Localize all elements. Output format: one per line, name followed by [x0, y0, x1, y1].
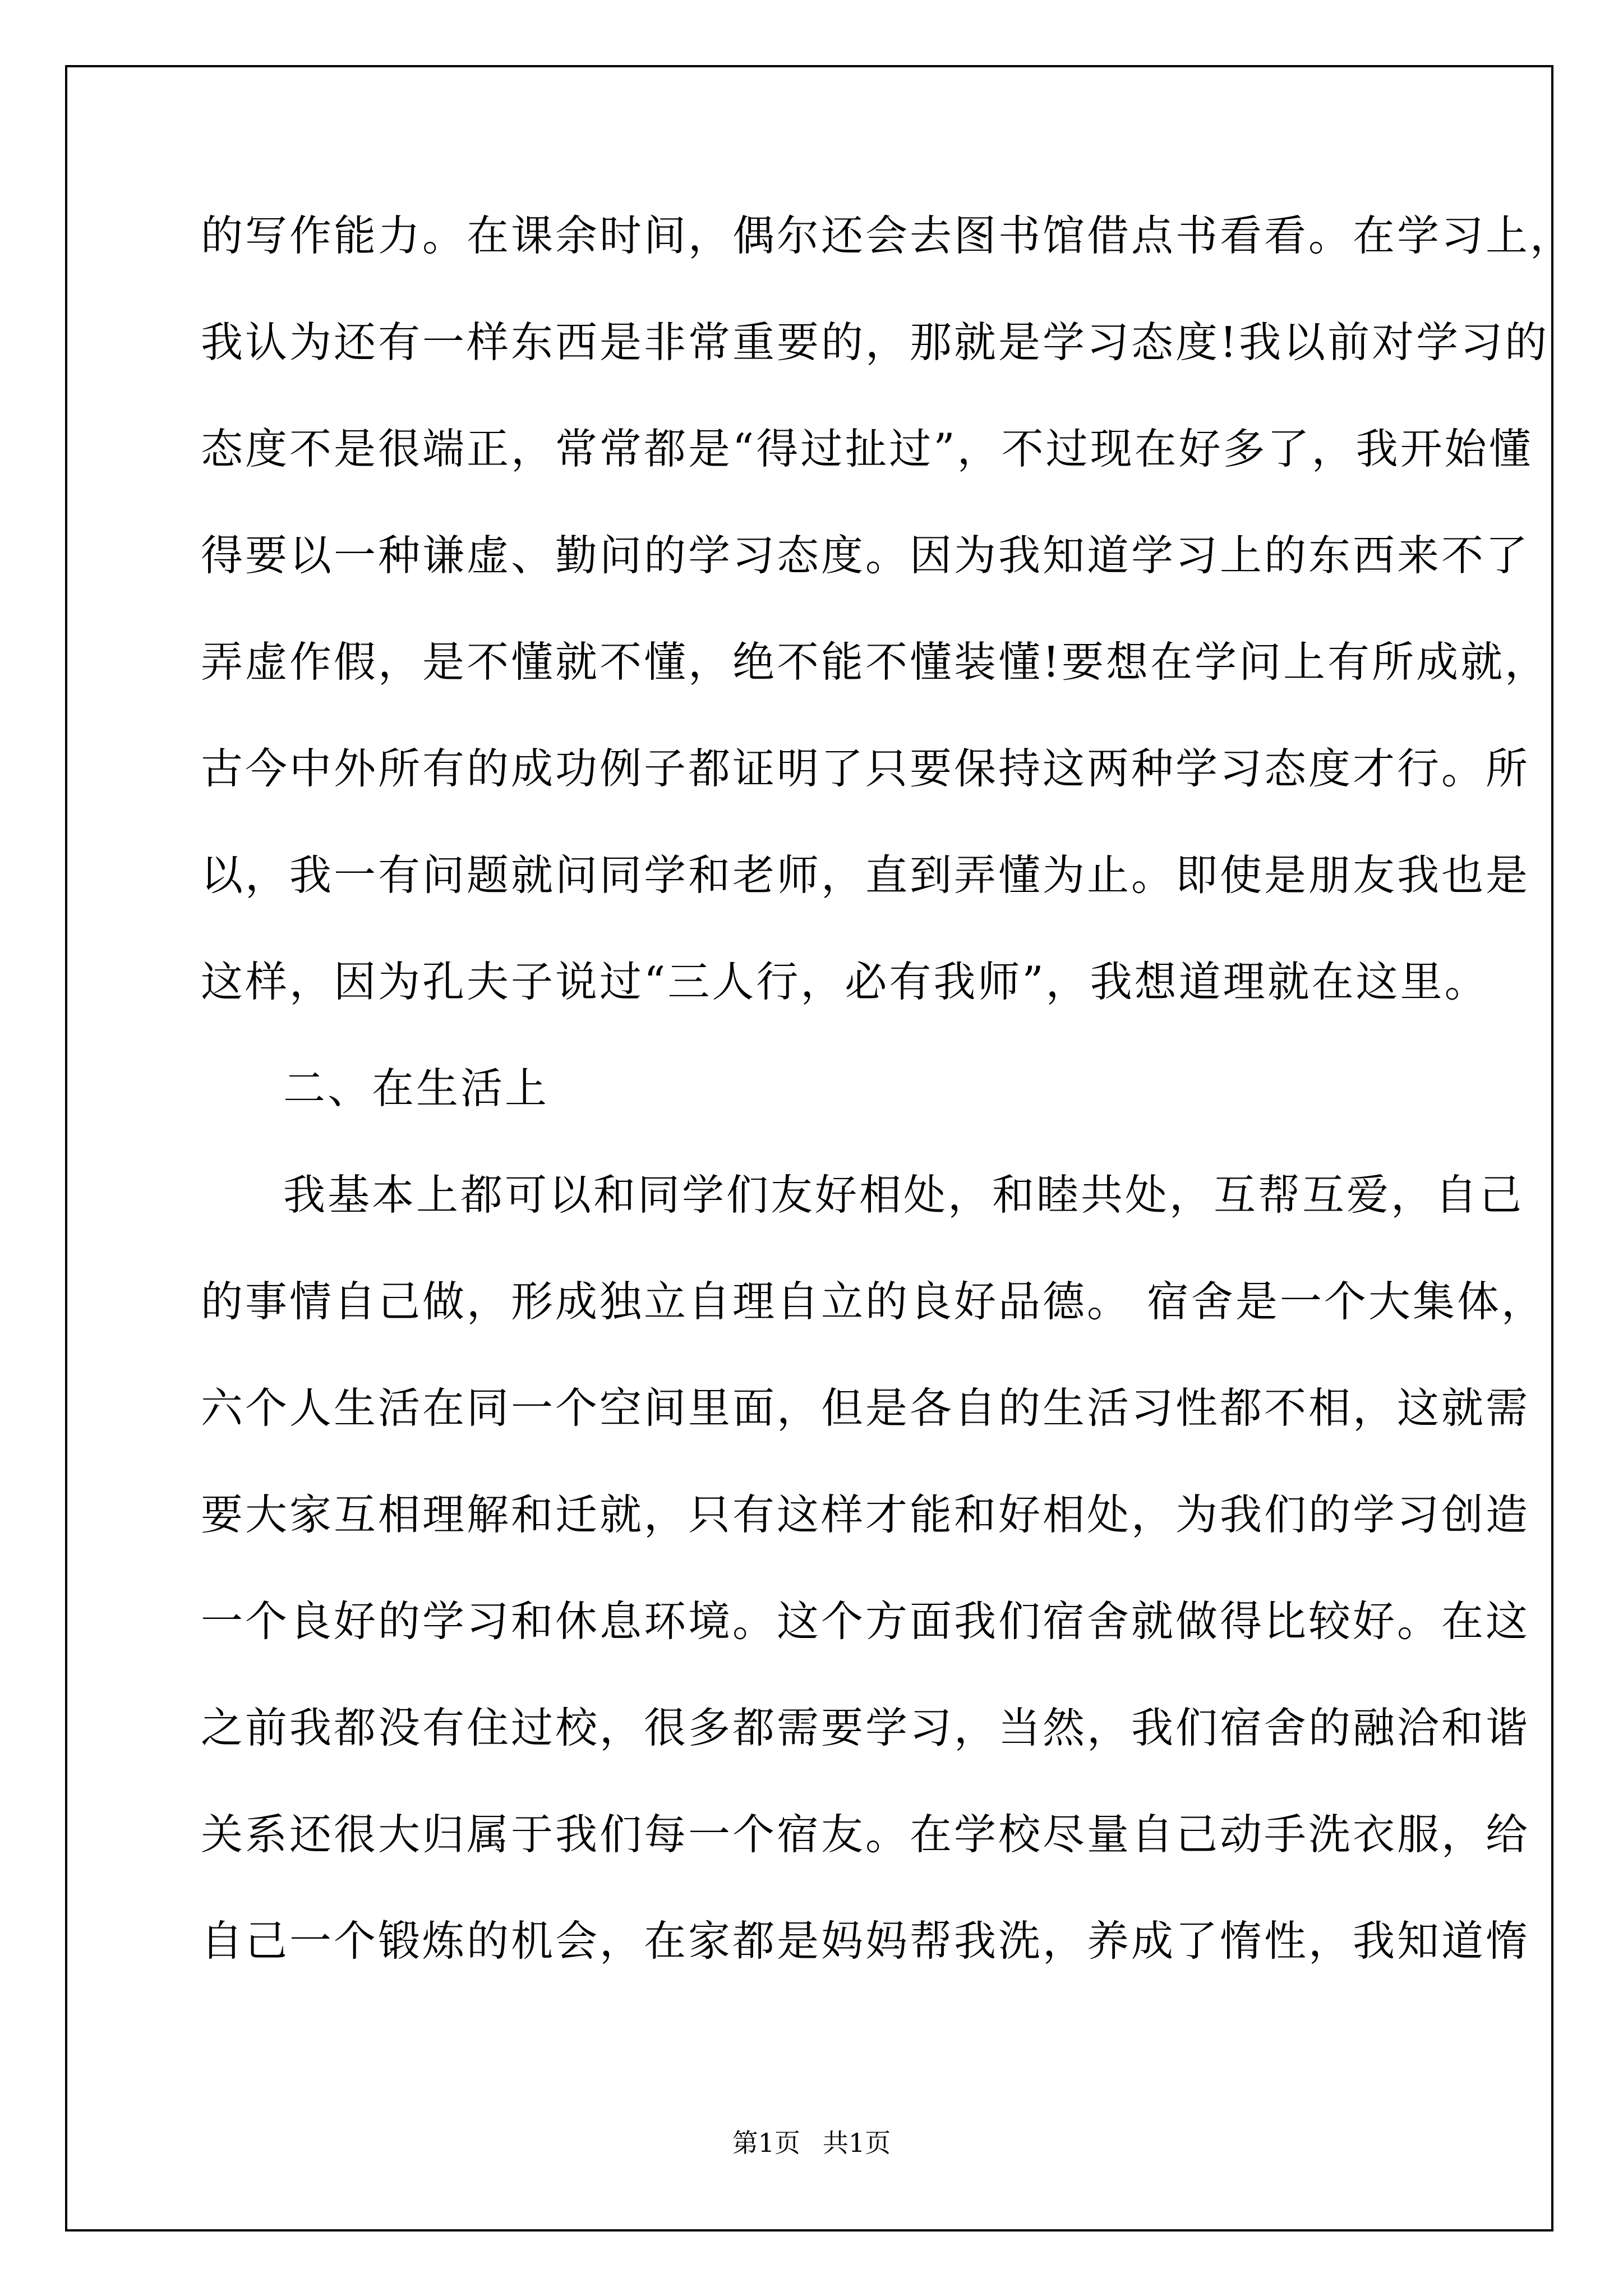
text-line: 弄虚作假，是不懂就不懂，绝不能不懂装懂!要想在学问上有所成就， [201, 637, 1550, 687]
text-line: 一个良好的学习和休息环境。这个方面我们宿舍就做得比较好。在这 [201, 1596, 1530, 1646]
text-line: 的写作能力。在课余时间，偶尔还会去图书馆借点书看看。在学习上， [201, 211, 1575, 260]
text-line: 关系还很大归属于我们每一个宿友。在学校尽量自己动手洗衣服，给 [201, 1810, 1530, 1859]
text-line: 得要以一种谦虚、勤问的学习态度。因为我知道学习上的东西来不了 [201, 531, 1530, 580]
section-heading: 二、在生活上 [283, 1064, 550, 1113]
page-footer [0, 2126, 1623, 2160]
text-line: 六个人生活在同一个空间里面，但是各自的生活习性都不相，这就需 [201, 1383, 1530, 1433]
text-line: 要大家互相理解和迁就，只有这样才能和好相处，为我们的学习创造 [201, 1490, 1530, 1539]
text-line: 之前我都没有住过校，很多都需要学习，当然，我们宿舍的融洽和谐 [201, 1703, 1530, 1752]
text-line: 态度不是很端正，常常都是“得过扯过”，不过现在好多了，我开始懂 [201, 424, 1533, 473]
text-line: 自己一个锻炼的机会，在家都是妈妈帮我洗，养成了惰性，我知道惰 [201, 1916, 1530, 1966]
paragraph-start-line: 我基本上都可以和同学们友好相处，和睦共处，互帮互爱，自己 [283, 1170, 1524, 1220]
text-line: 以，我一有问题就问同学和老师，直到弄懂为止。即使是朋友我也是 [201, 850, 1530, 900]
page-number-total: 共1页 [823, 2128, 891, 2158]
text-line: 古今中外所有的成功例子都证明了只要保持这两种学习态度才行。所 [201, 744, 1530, 793]
page-number-current: 第1页 [732, 2128, 800, 2158]
text-line: 这样，因为孔夫子说过“三人行，必有我师”，我想道理就在这里。 [201, 957, 1489, 1006]
text-line: 我认为还有一样东西是非常重要的，那就是学习态度!我以前对学习的 [201, 318, 1550, 367]
text-line: 的事情自己做，形成独立自理自立的良好品德。 宿舍是一个大集体， [201, 1277, 1546, 1326]
page-border [65, 65, 1575, 2231]
